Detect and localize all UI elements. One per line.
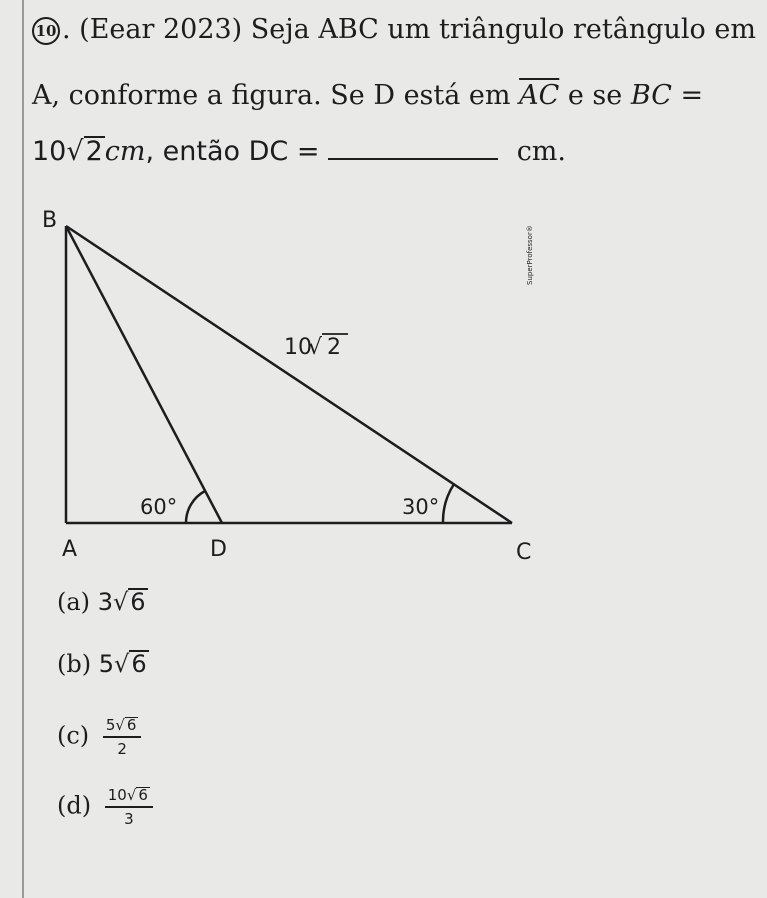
fraction-radicand: 6: [138, 786, 148, 804]
question-intro: . (Eear 2023) Seja ABC um triângulo retângulo em: [62, 14, 756, 45]
bc-radicand: 2: [85, 136, 103, 167]
dc-label: DC =: [248, 136, 320, 167]
question-line-3: 10√2cm, então DC = cm.: [32, 136, 566, 167]
label-c: C: [516, 540, 532, 565]
angle-arc-d: [186, 491, 205, 523]
option-coef: 5: [98, 650, 115, 678]
fraction-coef: 5: [105, 716, 116, 734]
option-d[interactable]: [57, 786, 153, 828]
option-a[interactable]: (a) 3√6: [57, 588, 146, 616]
fraction-radicand: 6: [126, 716, 137, 734]
bc-variable: BC: [630, 80, 672, 111]
question-text-b: e se: [567, 80, 623, 111]
option-label: (b): [57, 650, 92, 678]
bc-coefficient: 10: [32, 136, 67, 167]
segment-bc-line: [66, 226, 512, 523]
question-text-a: A, conforme a figura. Se D está em: [32, 80, 511, 111]
option-fraction: $\frac{10√ 6}{3}$: [105, 786, 153, 828]
label-b: B: [42, 208, 58, 233]
svg-text:√: √: [308, 335, 323, 360]
fraction-coef: 10: [107, 786, 127, 804]
angle-arc-c: [443, 484, 454, 523]
angle-c-label: 30°: [402, 495, 440, 519]
question-number: 10: [32, 17, 60, 45]
option-label: (a): [57, 588, 91, 616]
segment-bd-line: [66, 226, 222, 523]
segment-ac: $\overline{AC}$: [519, 80, 560, 111]
fraction-denominator: 2: [117, 740, 127, 758]
option-coef: 3: [97, 588, 113, 616]
label-d: D: [210, 537, 227, 562]
angle-d-label: 60°: [140, 495, 178, 519]
bc-unit: cm: [104, 136, 146, 167]
watermark: SuperProfessor®: [526, 225, 534, 285]
option-label: (c): [57, 721, 90, 750]
equals-sign: =: [680, 80, 704, 111]
option-radicand: 6: [130, 588, 146, 616]
unit-cm: cm.: [516, 136, 566, 167]
option-fraction: $\frac{5√ 6}{2}$: [103, 716, 142, 758]
option-label: (d): [57, 791, 92, 820]
question-then: , então: [145, 136, 241, 167]
option-radicand: 6: [131, 650, 147, 678]
label-a: A: [62, 537, 78, 562]
hyp-coef: 10: [284, 335, 312, 360]
fraction-denominator: 3: [124, 810, 134, 828]
option-c[interactable]: [57, 716, 141, 758]
hyp-radicand: 2: [327, 335, 341, 360]
option-b[interactable]: (b) 5√6: [57, 650, 147, 678]
